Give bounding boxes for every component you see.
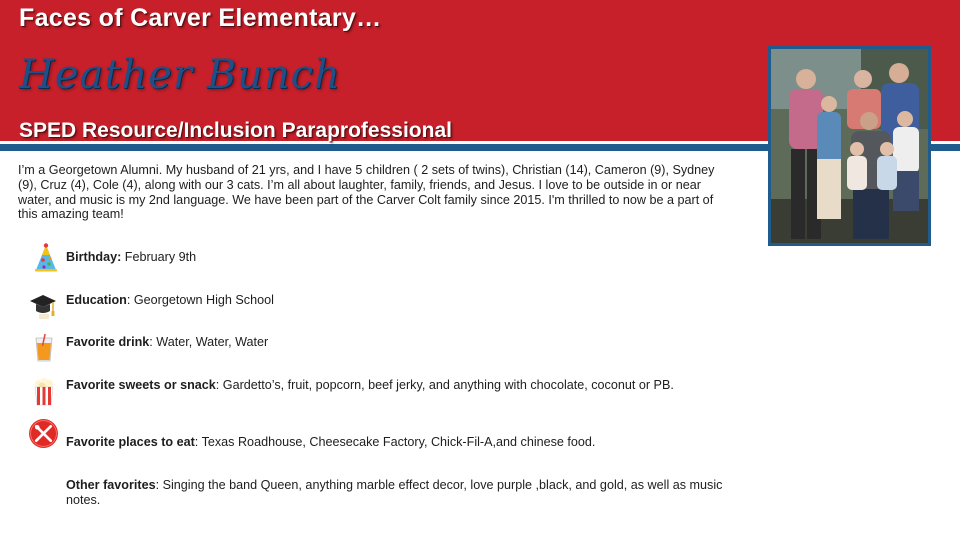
staff-name: Heather Bunch <box>19 52 341 98</box>
party-hat-icon <box>31 243 61 273</box>
drink-glass-icon <box>29 333 59 363</box>
favorite-birthday <box>66 250 726 265</box>
favorite-value: : Texas Roadhouse, Cheesecake Factory, Chick-Fil-A,and chinese food. <box>194 435 596 449</box>
favorite-value: : Gardetto’s, fruit, popcorn, beef jerky, and anything with chocolate, coconut or PB. <box>215 378 674 392</box>
favorite-label: Favorite sweets or snack <box>66 378 216 392</box>
favorite-value: : Water, Water, Water <box>149 335 269 349</box>
favorite-education <box>66 293 726 308</box>
favorite-snack <box>66 378 726 393</box>
family-photo-image <box>771 49 928 243</box>
popcorn-icon <box>29 376 59 406</box>
family-photo <box>768 46 931 246</box>
favorite-label: Birthday: <box>66 250 122 264</box>
favorite-value: February 9th <box>121 250 197 264</box>
fork-knife-icon <box>28 418 59 449</box>
favorite-other <box>66 478 726 508</box>
favorite-places-to-eat <box>66 435 726 450</box>
favorite-label: Favorite places to eat <box>66 435 195 449</box>
page-title: Faces of Carver Elementary… <box>19 4 382 32</box>
favorite-label: Favorite drink <box>66 335 150 349</box>
bio-paragraph: I’m a Georgetown Alumni. My husband of 21 yrs, and I have 5 children ( 2 sets of twins), Christian (14), Cameron (9), Sydney (9), Cruz (4), Cole (4), along with our 3 cats. I’m all about laughter, family, friends, and Jesus. I love to be outside in or near water, and music is my 2nd language. We have been part of the Carver Colt family since 2015. I'm thrilled to now be a part of this amazing team! <box>18 163 715 222</box>
staff-role: SPED Resource/Inclusion Paraprofessional <box>19 119 452 142</box>
graduation-cap-icon <box>28 290 58 320</box>
favorite-value: : Singing the band Queen, anything marble effect decor, love purple ,black, and gold, as well as music notes. <box>66 478 723 507</box>
favorite-label: Other favorites <box>66 478 156 492</box>
favorite-value: : Georgetown High School <box>126 293 274 307</box>
favorite-label: Education <box>66 293 127 307</box>
favorite-drink <box>66 335 726 350</box>
